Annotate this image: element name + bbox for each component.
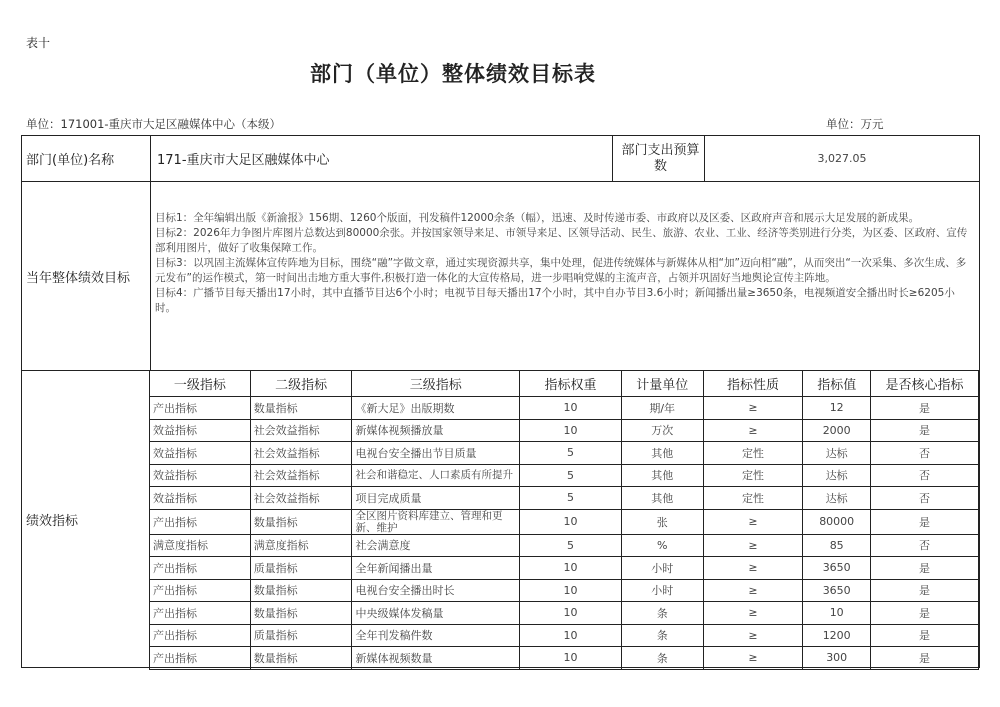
- table-row: [150, 487, 979, 510]
- table-row: [150, 442, 979, 465]
- goals-divider: [150, 182, 151, 370]
- page-title: 部门（单位）整体绩效目标表: [310, 62, 596, 86]
- table-cell: 社会效益指标: [250, 442, 352, 465]
- table-row: [150, 419, 979, 442]
- table-cell: 满意度指标: [250, 534, 352, 557]
- goal-1: 目标1：全年编辑出版《新渝报》156期、1260个版面，刊发稿件12000余条（幅），迅速、及时传递市委、市政府以及区委、区政府声音和展示大足发展的新成果。: [155, 212, 920, 224]
- table-row: [150, 464, 979, 487]
- table-cell: 条: [621, 602, 703, 625]
- table-cell: 数量指标: [250, 579, 352, 602]
- table-cell: 社会效益指标: [250, 464, 352, 487]
- table-cell: 新媒体视频数量: [352, 647, 520, 670]
- table-cell: 10: [520, 647, 622, 670]
- table-row: [150, 624, 979, 647]
- table-cell: 社会效益指标: [250, 419, 352, 442]
- table-cell: 期/年: [621, 397, 703, 420]
- table-cell: 定性: [703, 464, 803, 487]
- table-cell: 是: [871, 419, 979, 442]
- table-cell: 是: [871, 579, 979, 602]
- table-cell: 是: [871, 647, 979, 670]
- dept-name-label: 部门(单位)名称: [26, 153, 115, 168]
- goal-4: 目标4：广播节目每天播出17小时，其中直播节目达6个小时；电视节目每天播出17个小时，其中自办节目3.6小时；新闻播出量≥3650条，电视频道安全播出时长≥6205小时。: [155, 287, 955, 314]
- table-cell: 社会效益指标: [250, 487, 352, 510]
- table-cell: 数量指标: [250, 647, 352, 670]
- table-cell: 是: [871, 397, 979, 420]
- col-header: 是否核心指标: [871, 371, 979, 397]
- table-cell: 是: [871, 602, 979, 625]
- table-row: [150, 557, 979, 580]
- header-block: [21, 135, 980, 182]
- dept-name-value: 171-重庆市大足区融媒体中心: [150, 136, 634, 181]
- table-cell: 其他: [621, 442, 703, 465]
- budget-value: 3,027.05: [704, 136, 979, 181]
- table-cell: 小时: [621, 579, 703, 602]
- table-cell: 2000: [803, 419, 871, 442]
- table-cell: 质量指标: [250, 557, 352, 580]
- table-cell: 质量指标: [250, 624, 352, 647]
- table-cell: 达标: [803, 487, 871, 510]
- table-cell: 社会满意度: [352, 534, 520, 557]
- table-cell: 《新大足》出版期数: [352, 397, 520, 420]
- table-cell: 是: [871, 624, 979, 647]
- table-cell: 效益指标: [150, 487, 251, 510]
- table-cell: 社会和谐稳定、人口素质有所提升: [352, 464, 520, 487]
- table-cell: 12: [803, 397, 871, 420]
- table-cell: 产出指标: [150, 647, 251, 670]
- table-cell: 85: [803, 534, 871, 557]
- table-cell: ≥: [703, 419, 803, 442]
- table-cell: 5: [520, 487, 622, 510]
- table-row: [150, 509, 979, 534]
- table-cell: 产出指标: [150, 602, 251, 625]
- table-cell: 小时: [621, 557, 703, 580]
- table-cell: 300: [803, 647, 871, 670]
- goals-text: [155, 211, 973, 316]
- table-cell: 定性: [703, 442, 803, 465]
- table-cell: 是: [871, 557, 979, 580]
- table-cell: 80000: [803, 509, 871, 534]
- table-cell: ≥: [703, 509, 803, 534]
- table-cell: 5: [520, 442, 622, 465]
- table-cell: 产出指标: [150, 397, 251, 420]
- goals-label: 当年整体绩效目标: [26, 270, 131, 286]
- table-cell: 否: [871, 442, 979, 465]
- indicators-block: [21, 370, 980, 668]
- table-cell: 全年刊发稿件数: [352, 624, 520, 647]
- table-cell: 其他: [621, 464, 703, 487]
- table-cell: 10: [520, 624, 622, 647]
- table-number-label: 表十: [26, 36, 51, 50]
- goal-3: 目标3：以巩固主流媒体宣传阵地为目标，围绕“融”字做文章，通过实现资源共享，集中处理，促进传统媒体与新媒体从相“加”迈向相“融”，从而突出“一次采集、多次生成、多元发布”的运作模式，第一时间出击地方重大事件,积极打造一体化的大宣传格局，进一步唱响党媒的主流声音，占领并巩固好当地舆论宣传主阵地。: [155, 257, 967, 284]
- table-cell: 10: [520, 557, 622, 580]
- currency-unit: 单位：万元: [826, 117, 884, 131]
- col-header: 指标值: [803, 371, 871, 397]
- table-cell: 定性: [703, 487, 803, 510]
- table-row: [150, 647, 979, 670]
- table-cell: 万次: [621, 419, 703, 442]
- table-cell: ≥: [703, 397, 803, 420]
- col-header: 指标性质: [703, 371, 803, 397]
- col-header: 计量单位: [621, 371, 703, 397]
- table-cell: 效益指标: [150, 464, 251, 487]
- table-cell: 张: [621, 509, 703, 534]
- table-cell: 10: [520, 579, 622, 602]
- table-cell: 全年新闻播出量: [352, 557, 520, 580]
- table-cell: 否: [871, 534, 979, 557]
- table-cell: 10: [520, 397, 622, 420]
- col-header: 指标权重: [520, 371, 622, 397]
- table-cell: 5: [520, 534, 622, 557]
- table-cell: 是: [871, 509, 979, 534]
- col-header: 一级指标: [150, 371, 251, 397]
- table-cell: 电视台安全播出时长: [352, 579, 520, 602]
- table-cell: ≥: [703, 602, 803, 625]
- table-cell: ≥: [703, 647, 803, 670]
- table-cell: 数量指标: [250, 509, 352, 534]
- table-row: [150, 534, 979, 557]
- table-cell: 电视台安全播出节目质量: [352, 442, 520, 465]
- unit-line: 单位：171001-重庆市大足区融媒体中心（本级）: [26, 117, 282, 131]
- table-cell: 3650: [803, 579, 871, 602]
- table-cell: 否: [871, 464, 979, 487]
- table-row: [150, 579, 979, 602]
- table-cell: 10: [803, 602, 871, 625]
- table-cell: 1200: [803, 624, 871, 647]
- table-cell: 10: [520, 509, 622, 534]
- table-cell: 中央级媒体发稿量: [352, 602, 520, 625]
- goal-2: 目标2：2026年力争图片库图片总数达到80000余张。并按国家领导来足、市领导来足、区领导活动、民生、旅游、农业、工业、经济等类别进行分类，为区委、区政府、宣传部利用图片，做好了收集保障工作。: [155, 227, 968, 254]
- indicators-table: [149, 370, 979, 670]
- table-cell: %: [621, 534, 703, 557]
- table-cell: 10: [520, 602, 622, 625]
- table-cell: 产出指标: [150, 557, 251, 580]
- budget-label: 部门支出预算数: [612, 136, 704, 181]
- table-cell: 3650: [803, 557, 871, 580]
- indicators-label: 绩效指标: [26, 513, 79, 529]
- col-header: 二级指标: [250, 371, 352, 397]
- table-cell: 新媒体视频播放量: [352, 419, 520, 442]
- table-cell: 全区图片资料库建立、管理和更新、维护: [352, 509, 520, 534]
- table-cell: ≥: [703, 579, 803, 602]
- table-cell: ≥: [703, 624, 803, 647]
- table-cell: ≥: [703, 557, 803, 580]
- table-cell: 效益指标: [150, 419, 251, 442]
- table-cell: 数量指标: [250, 602, 352, 625]
- col-header: 三级指标: [352, 371, 520, 397]
- table-cell: ≥: [703, 534, 803, 557]
- table-cell: 效益指标: [150, 442, 251, 465]
- table-cell: 达标: [803, 464, 871, 487]
- table-cell: 产出指标: [150, 509, 251, 534]
- table-cell: 满意度指标: [150, 534, 251, 557]
- table-cell: 产出指标: [150, 624, 251, 647]
- table-row: [150, 602, 979, 625]
- table-cell: 项目完成质量: [352, 487, 520, 510]
- table-cell: 10: [520, 419, 622, 442]
- table-cell: 数量指标: [250, 397, 352, 420]
- table-cell: 产出指标: [150, 579, 251, 602]
- table-cell: 5: [520, 464, 622, 487]
- table-row: [150, 397, 979, 420]
- table-cell: 达标: [803, 442, 871, 465]
- table-cell: 否: [871, 487, 979, 510]
- table-cell: 条: [621, 647, 703, 670]
- table-header-row: [150, 371, 979, 397]
- table-cell: 条: [621, 624, 703, 647]
- table-cell: 其他: [621, 487, 703, 510]
